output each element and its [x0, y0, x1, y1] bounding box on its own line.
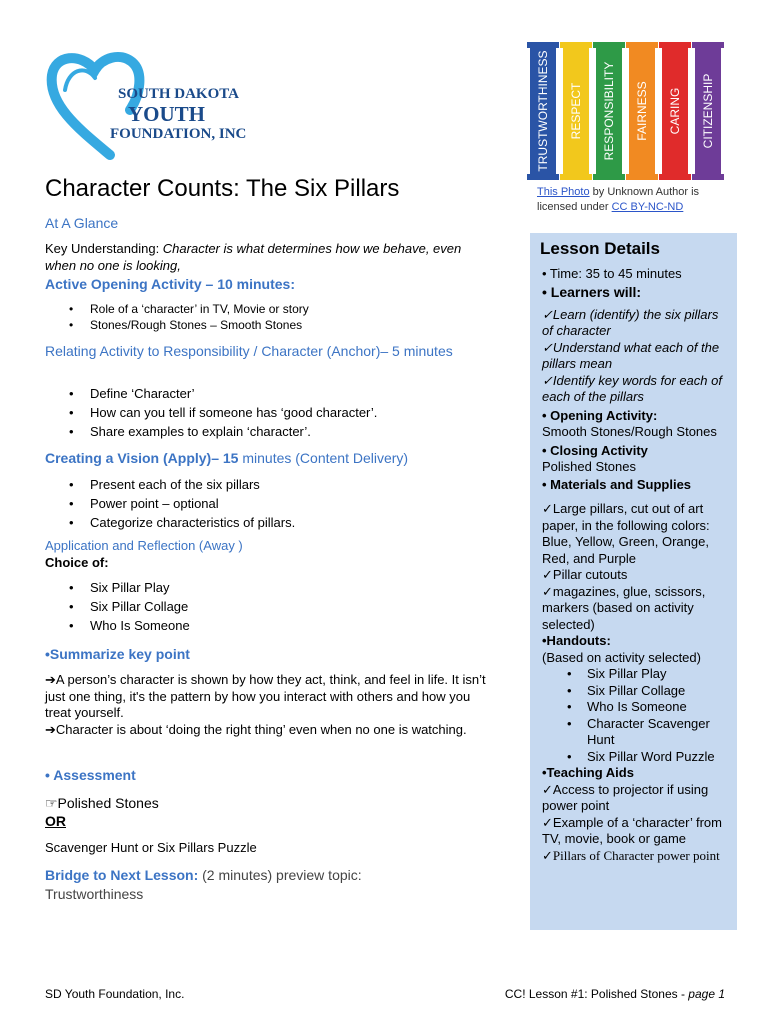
pillar-citizenship — [695, 46, 721, 176]
time-line: • Time: 35 to 45 minutes — [542, 265, 682, 281]
list-item: • Define ‘Character’ — [45, 384, 485, 403]
key-understanding — [45, 240, 475, 274]
key-understanding-text: Character is what determines how we behave, even when no one is looking, — [45, 241, 462, 273]
list-item: • Six Pillar Collage — [45, 597, 485, 616]
vision-list — [45, 475, 485, 532]
lesson-details-heading: Lesson Details — [540, 239, 660, 258]
photo-credit — [537, 185, 727, 215]
pillar-label: FAIRNESS — [635, 81, 649, 141]
list-item: • Six Pillar Play — [542, 666, 732, 683]
goal-item: ✓Understand what each of the pillars mean — [542, 339, 720, 371]
photo-link[interactable]: This Photo — [537, 186, 590, 198]
application-heading: Application and Reflection (Away ) — [45, 538, 243, 553]
footer-left: SD Youth Foundation, Inc. — [45, 987, 185, 1001]
aid-item: ✓Pillars of Character power point — [542, 847, 720, 863]
footer-right — [505, 987, 725, 1001]
key-understanding-label: Key Understanding: — [45, 241, 163, 256]
opening-heading: Active Opening Activity – 10 minutes: — [45, 276, 295, 292]
list-item: • Role of a ‘character’ in TV, Movie or story — [45, 301, 485, 317]
pillar-respect — [563, 46, 589, 176]
footer-lesson: CC! Lesson #1: Polished Stones - — [504, 987, 689, 1001]
pillar-responsibility — [596, 46, 622, 176]
list-item: • Share examples to explain ‘character’. — [45, 422, 485, 441]
pillar-label: RESPONSIBILITY — [602, 61, 616, 161]
bridge-detail: (2 minutes) preview topic: Trustworthiness — [45, 867, 362, 902]
credit-text: by Unknown Author is licensed under — [537, 186, 700, 213]
summary-paragraph-1: ➔A person’s character is shown by how they act, think, and feel in life. It isn’t just one thing, it's the pattern by how you interact with others and how you treat yourself. — [45, 672, 486, 720]
list-item: • Power point – optional — [45, 494, 485, 513]
handouts-note: (Based on activity selected) — [542, 649, 701, 665]
closing-activity-label: • Closing Activity — [542, 442, 648, 458]
opening-list — [45, 301, 485, 333]
handouts-list — [542, 666, 732, 765]
summarize-text — [45, 672, 490, 738]
foundation-logo — [40, 50, 250, 170]
teaching-aids-label: •Teaching Aids — [542, 765, 634, 780]
assessment-heading: • Assessment — [45, 767, 136, 783]
summarize-heading: •Summarize key point — [45, 646, 190, 662]
list-item: • Stones/Rough Stones – Smooth Stones — [45, 317, 485, 333]
vision-heading-bold: Creating a Vision (Apply)– 15 — [45, 450, 243, 466]
closing-activity-text: Polished Stones — [542, 459, 636, 474]
pillar-caring — [662, 46, 688, 176]
vision-heading-rest: minutes (Content Delivery) — [242, 450, 409, 466]
pillar-label: TRUSTWORTHINESS — [536, 50, 550, 172]
handouts-label: •Handouts: — [542, 633, 611, 648]
material-item: ✓Pillar cutouts — [542, 567, 628, 582]
pillar-label: CARING — [668, 87, 682, 135]
goal-item: ✓Identify key words for each of each of the pillars — [542, 372, 722, 404]
list-item: • Six Pillar Play — [45, 578, 485, 597]
list-item: • Who Is Someone — [45, 616, 485, 635]
pillar-label: CITIZENSHIP — [701, 73, 715, 149]
summary-paragraph-2: ➔Character is about ‘doing the right thing’ even when no one is watching. — [45, 721, 467, 737]
assessment-item: ☞Polished Stones — [45, 795, 159, 811]
pillar-trustworthiness — [530, 46, 556, 176]
list-item: • Categorize characteristics of pillars. — [45, 513, 485, 532]
material-item: ✓Large pillars, cut out of art paper, in the following colors: Blue, Yellow, Green, Orange, Red, and Purple — [542, 501, 710, 566]
at-a-glance-heading: At A Glance — [45, 215, 119, 231]
logo-line-3: FOUNDATION, INC — [110, 126, 247, 142]
pillar-label: RESPECT — [569, 82, 583, 140]
application-list — [45, 578, 485, 635]
vision-heading — [45, 450, 408, 466]
opening-activity-label: • Opening Activity: — [542, 407, 658, 423]
materials-label: • Materials and Supplies — [542, 476, 692, 492]
lesson-details-panel — [530, 233, 737, 930]
list-item: • How can you tell if someone has ‘good character’. — [45, 403, 485, 422]
list-item: • Character Scavenger Hunt — [542, 716, 732, 749]
bridge-label: Bridge to Next Lesson: — [45, 867, 199, 883]
list-item: • Six Pillar Collage — [542, 683, 732, 700]
license-link[interactable]: CC BY-NC-ND — [611, 201, 684, 213]
choice-label: Choice of: — [45, 555, 109, 570]
logo-line-2: YOUTH — [128, 102, 206, 126]
assessment-alt: Scavenger Hunt or Six Pillars Puzzle — [45, 840, 257, 855]
relating-heading: Relating Activity to Responsibility / Character (Anchor)– 5 minutes — [45, 343, 453, 359]
aid-item: ✓Example of a ‘character’ from TV, movie, book or game — [542, 814, 722, 846]
bridge-text — [45, 866, 445, 904]
page-title: Character Counts: The Six Pillars — [45, 175, 400, 202]
pillar-fairness — [629, 46, 655, 176]
aid-item: ✓Access to projector if using power point — [542, 781, 709, 813]
relating-list — [45, 384, 485, 441]
page-number: page 1 — [688, 987, 725, 1001]
material-item: ✓magazines, glue, scissors, markers (based on activity selected) — [542, 583, 706, 632]
list-item: • Six Pillar Word Puzzle — [542, 749, 732, 766]
list-item: • Who Is Someone — [542, 699, 732, 716]
opening-activity-text: Smooth Stones/Rough Stones — [542, 424, 717, 439]
assessment-or: OR — [45, 813, 66, 829]
learners-label: • Learners will: — [542, 284, 642, 300]
goal-item: ✓Learn (identify) the six pillars of character — [542, 306, 719, 338]
six-pillars-image — [526, 46, 726, 180]
list-item: • Present each of the six pillars — [45, 475, 485, 494]
logo-line-1: SOUTH DAKOTA — [118, 86, 239, 102]
